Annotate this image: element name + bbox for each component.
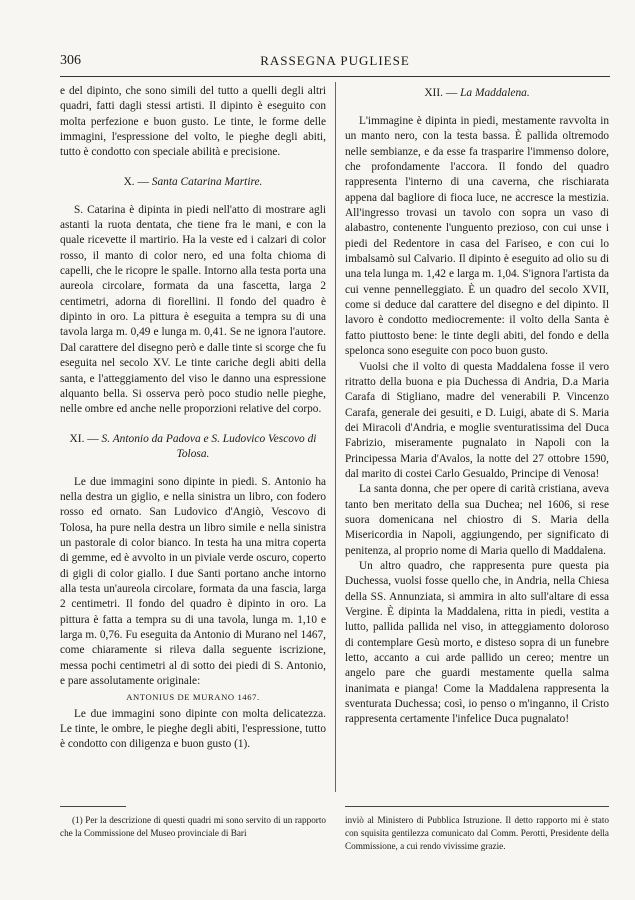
section-title: La Maddalena. bbox=[460, 87, 530, 99]
section-heading-xi bbox=[60, 432, 326, 462]
section-heading-xii bbox=[345, 86, 609, 101]
paragraph-caterina: S. Catarina è dipinta in piedi nell'atto di mostrare agli astanti la ruota dentata, che tiene fra le mani, e con la quale ricevette il martirio. Ha la veste ed i calzari di color rosso, il manto di color nero, ed una folta chioma di capelli, che le ricopre le spalle. Intorno alla testa porta una aureola circolare, formata da una fascetta, larga 2 centimetri, adorna di fiorellini. Il fondo del quadro è dipinto in oro. La pittura è eseguita a tempra su di una tavola larga m. 0,49 e lunga m. 0,41. Se ne ignora l'autore. Dal carattere del disegno però e dalle tinte si scorge che fu eseguita nel secolo XV. Le tinte cariche degli abiti della santa, e l'atteggiamento del viso le danno una espressione alquanto bella. Si osserva però poco studio nelle pieghe, nelle ombre ed anche nelle proporzioni relative del corpo. bbox=[60, 203, 326, 416]
footnote-text: inviò al Ministero di Pubblica Istruzione. Il detto rapporto mi è stato con squisita gentilezza comunicato dal Comm. Perotti, Presidente della Commissione, a cui rendo vivissime grazie. bbox=[345, 815, 609, 851]
running-title: RASSEGNA PUGLIESE bbox=[260, 53, 410, 68]
paragraph-final: Le due immagini sono dipinte con molta delicatezza. Le tinte, le ombre, le pieghe degli abiti, l'espressione, tutto è condotto con diligenza e buon gusto (1). bbox=[60, 707, 326, 751]
section-number: X. — bbox=[123, 175, 149, 188]
column-divider bbox=[335, 82, 336, 792]
section-title: Santa Catarina Martire. bbox=[151, 175, 263, 188]
footnote-text: (1) Per la descrizione di questi quadri mi sono servito di un rapporto che la Commissione del Museo provinciale di Bari bbox=[60, 815, 326, 838]
left-column bbox=[60, 84, 326, 753]
inscription: ANTONIUS DE MURANO 1467. bbox=[126, 692, 260, 703]
paragraph-altro: Un altro quadro, che rappresenta pure questa pia Duchessa, vuolsi fosse quello che, in Andria, nella Chiesa della SS. Annunziata, si ammira in alto sull'altare di essa Vergine. È dipinta la Maddalena, ritta in piedi, vestita a lutto, pallida pallida nel viso, in atteggiamento doloroso di contemplare Gesù morto, e disteso sopra di un funebre letto, accanto a cui arde pallido un cereo; mentre un angelo pare che guardi mestamente quella salma inanimata e pianga! Come la Maddalena rappresenta la sventurata Duchessa; così, io penso o m'inganno, il Cristo rappresenta certamente l'infelice Duca pugnalato! bbox=[345, 559, 609, 726]
paragraph-maddalena: L'immagine è dipinta in piedi, mestamente ravvolta in un manto nero, con la testa bassa. È pallida oltremodo nelle sembianze, e da esse fa trasparire l'immenso dolore, che profondamente l'accora. Il fondo del quadro rappresenta l'interno di una caverna, che rischiarata appena dal bagliore di fioca luce, ne accresce la mestizia. All'ingresso trovasi un tavolo con sopra un vaso di alabastro, contenente l'unguento prezioso, con cui unse i piedi del Redentore in casa del Fariseo, e con cui lo imbalsamò sul Calvario. Il dipinto è eseguito ad olio su di una tela lunga m. 1,42 e larga m. 1,04. S'ignora l'artista da cui venne pennelleggiato. È un quadro del secolo XVII, come si deduce dal carattere del disegno e del dipinto. Il lavoro è condotto mediocremente: il volto della Santa è fatto piuttosto bene: le tinte degli abiti, del fondo e della spelonca sono eseguite con poco buon gusto. bbox=[345, 115, 609, 358]
page-header bbox=[60, 53, 610, 71]
header-rule bbox=[60, 76, 610, 77]
paragraph-antonio: Le due immagini sono dipinte in piedi. S. Antonio ha nella destra un giglio, e nella sinistra un libro, con fodero rosso ed ornato. San Ludovico d'Angiò, Vescovo di Tolosa, ha pure nella destra un libro simile e nella sinistra un pastorale di color bianco. In testa ha una mitra coperta di gemme, ed è avvolto in un piviale verde oscuro, coperto di gigli di color giallo. I due Santi portano anche intorno alla testa un'aureola circolare, formata da una fascia, larga 2 centimetri. Il fondo del quadro è dipinto in oro. La pittura è fatta a tempra su di una tavola, lunga m. 1,10 e larga m. 0,76. Fu eseguita da Antonio di Murano nel 1467, come chiaramente si rileva dalla seguente iscrizione, messa pochi centimetri al di sotto dei piedi di S. Antonio, e pare assolutamente originale: bbox=[60, 475, 326, 687]
right-column bbox=[345, 84, 609, 728]
section-number: XI. — bbox=[69, 432, 99, 445]
section-number: XII. — bbox=[424, 87, 458, 99]
paragraph-intro: e del dipinto, che sono simili del tutto a quelli degli altri quadri, fatti dagli stessi artisti. Il dipinto è eseguito con molta perfezione e buon gusto. Le tinte, le forme delle immagini, l'espressione del volto, le pieghe degli abiti, tutto è condotto con speciale abilità e precisione. bbox=[60, 85, 326, 159]
paragraph-vuolsi: Vuolsi che il volto di questa Maddalena fosse il vero ritratto della buona e pia Duchessa di Andria, D.a Maria Carafa di Stigliano, madre del venerabili P. Vincenzo Carafa, generale dei gesuiti, e D. Luigi, abate di S. Maria dei Miracoli d'Andria, e moglie sventuratissima del Duca Fabrizio, miseramente pugnalato in Napoli con la Principessa Maria d'Avalos, la notte del 27 ottobre 1590, dal marito di costei Carlo Gesualdo, Principe di Venosa! bbox=[345, 360, 609, 480]
footnote-rule bbox=[60, 806, 126, 807]
footnote-right bbox=[345, 814, 609, 853]
paragraph-santa: La santa donna, che per opere di carità cristiana, aveva tanto ben meritato della sua Duchea; nel 1606, si rese suora domenicana nel chiostro di S. Maria della Misericordia in Napoli, aggiungendo, per significato di penitenza, al proprio nome di Maria quello di Maddalena. bbox=[345, 483, 609, 557]
footnote-left bbox=[60, 814, 326, 840]
page-number: 306 bbox=[60, 53, 81, 68]
section-title: S. Antonio da Padova e S. Ludovico Vescovo di Tolosa. bbox=[101, 432, 317, 460]
footnote-rule bbox=[345, 806, 609, 807]
section-heading-x bbox=[60, 175, 326, 190]
